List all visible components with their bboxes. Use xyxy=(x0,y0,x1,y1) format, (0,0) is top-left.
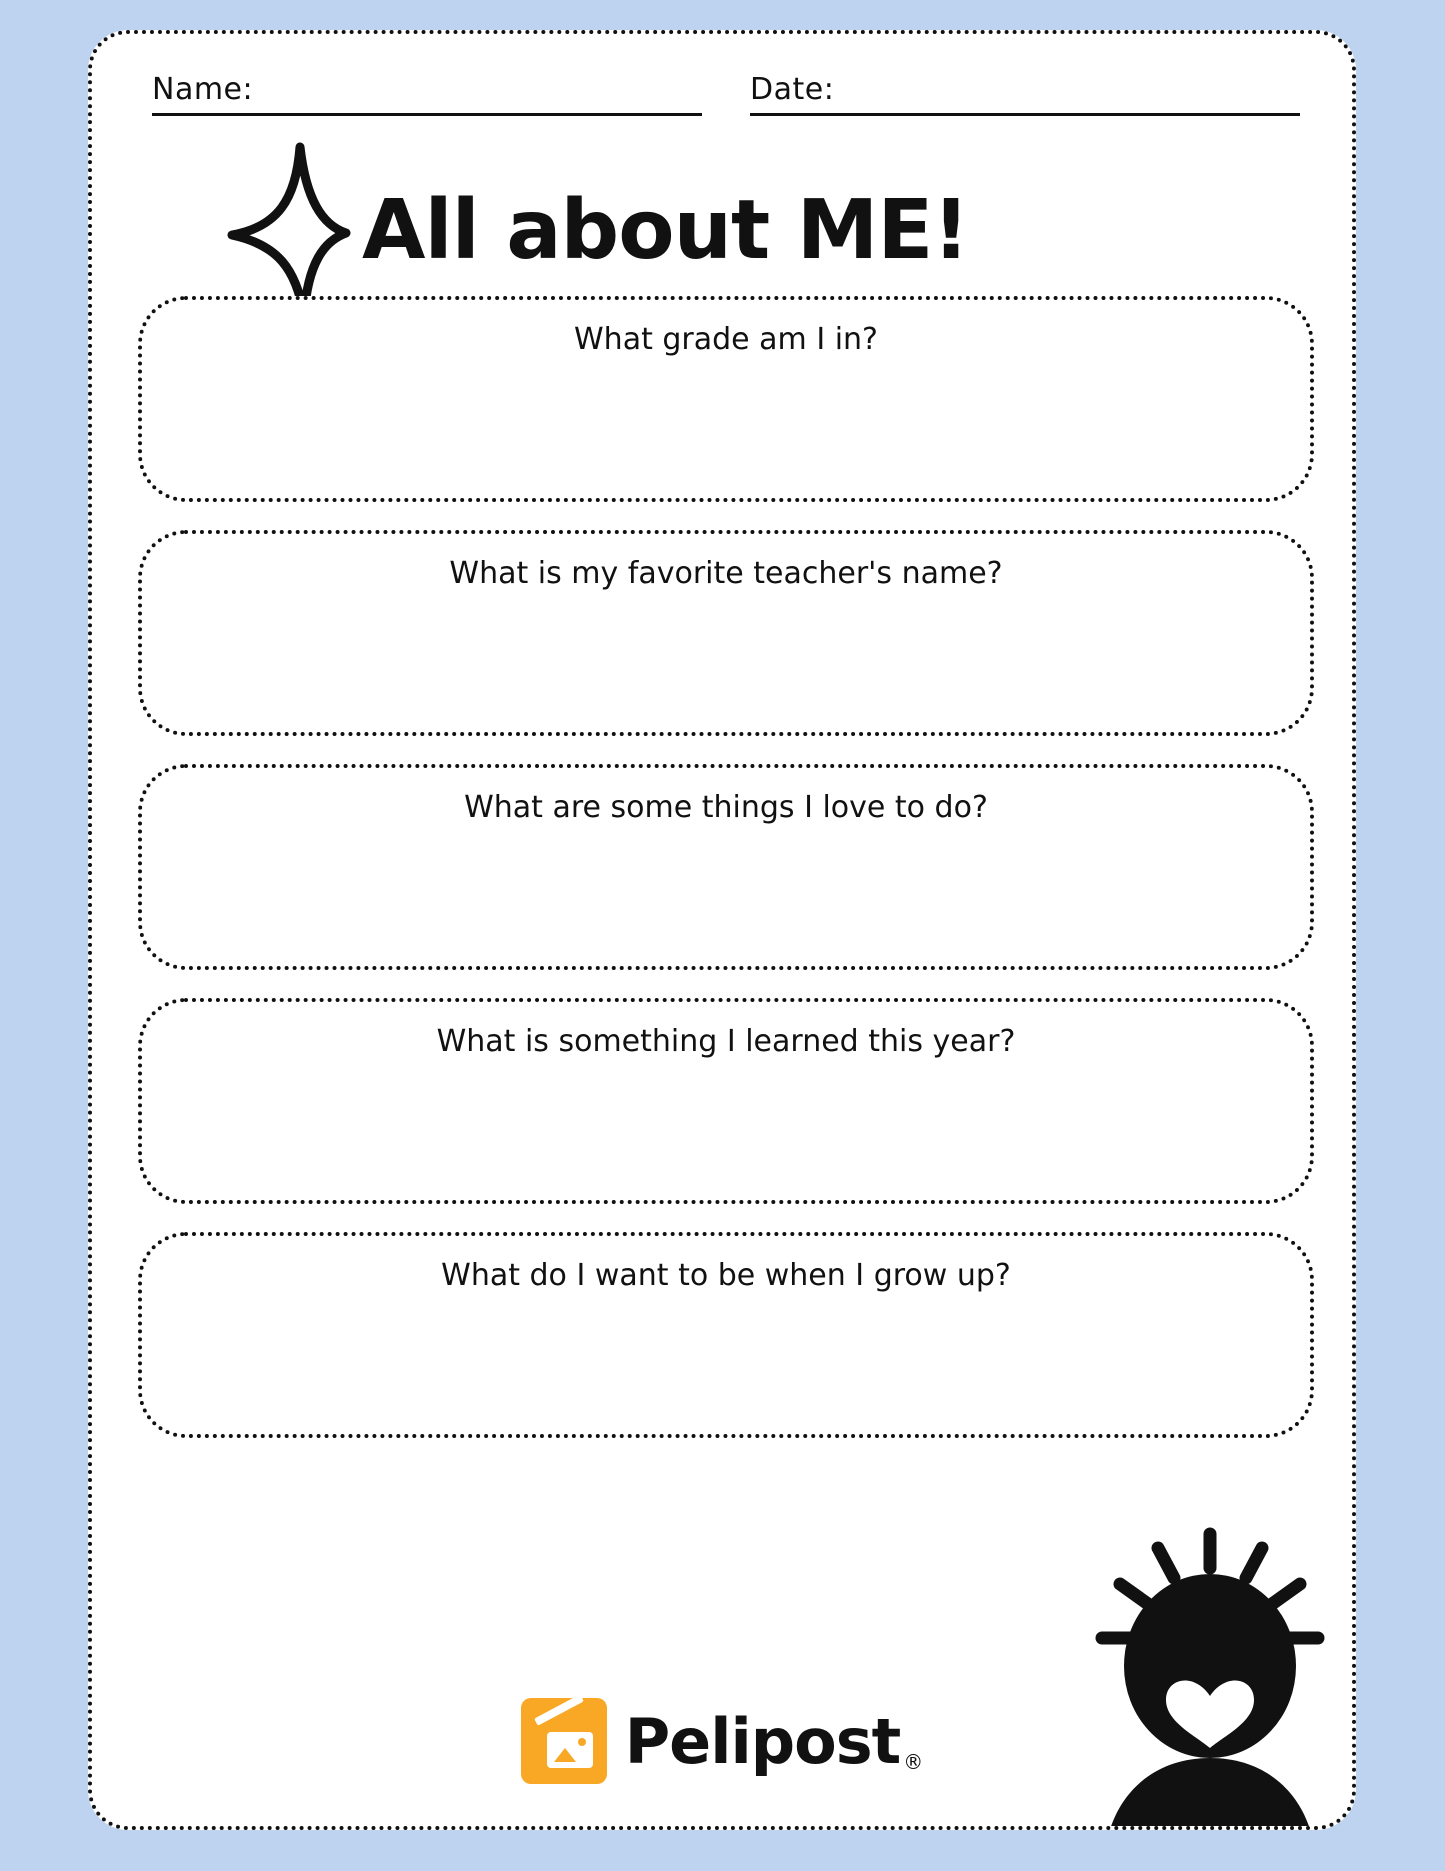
question-box-4 xyxy=(138,998,1314,1204)
page-title: All about ME! xyxy=(362,183,969,278)
name-field-row xyxy=(152,72,702,116)
footer-branding xyxy=(92,1698,1352,1784)
question-box-2 xyxy=(138,530,1314,736)
person-with-heart-head-icon xyxy=(1062,1526,1356,1830)
trademark-symbol: ® xyxy=(903,1750,924,1774)
brand-name: Pelipost xyxy=(624,1704,901,1778)
question-box-3 xyxy=(138,764,1314,970)
date-input[interactable] xyxy=(834,73,1300,107)
worksheet-page xyxy=(88,30,1356,1830)
question-label: What is something I learned this year? xyxy=(436,1024,1016,1059)
four-point-sparkle-icon xyxy=(212,139,352,319)
photo-envelope-icon xyxy=(521,1698,607,1784)
question-label: What do I want to be when I grow up? xyxy=(441,1258,1011,1293)
date-label: Date: xyxy=(750,72,835,107)
name-label: Name: xyxy=(152,72,254,107)
question-answer-input[interactable] xyxy=(200,835,1251,955)
title-row xyxy=(212,154,1232,304)
question-answer-input[interactable] xyxy=(200,1069,1251,1189)
question-list xyxy=(138,296,1314,1466)
question-answer-input[interactable] xyxy=(200,367,1251,487)
question-box-1 xyxy=(138,296,1314,502)
question-answer-input[interactable] xyxy=(200,1303,1251,1423)
question-label: What is my favorite teacher's name? xyxy=(449,556,1003,591)
question-box-5 xyxy=(138,1232,1314,1438)
question-label: What grade am I in? xyxy=(574,322,878,357)
name-input[interactable] xyxy=(253,73,702,107)
question-answer-input[interactable] xyxy=(200,601,1251,721)
question-label: What are some things I love to do? xyxy=(464,790,988,825)
header-fields xyxy=(152,72,1300,116)
date-field-row xyxy=(750,72,1300,116)
